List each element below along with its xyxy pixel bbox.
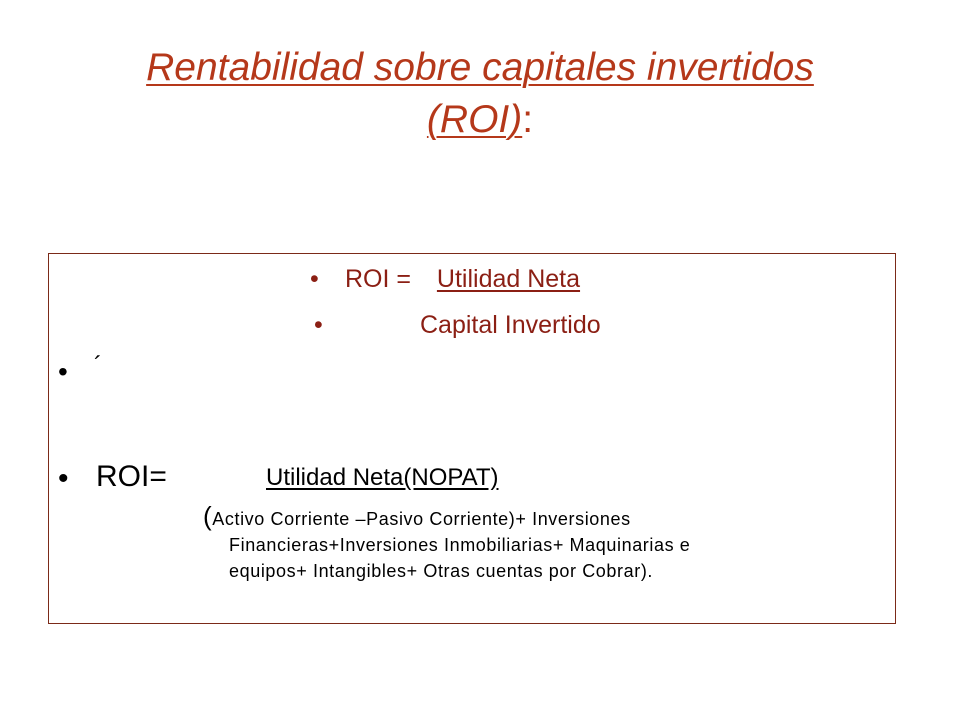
bullet-icon: • — [58, 462, 69, 495]
roi-formula-denominator-row — [420, 311, 601, 340]
slide-title-line1: Rentabilidad sobre capitales invertidos — [146, 46, 814, 89]
denominator-line1: Activo Corriente –Pasivo Corriente)+ Inversiones — [212, 509, 631, 529]
open-paren: ( — [203, 501, 213, 531]
bullet-icon: • — [58, 356, 68, 387]
accent-mark: ´ — [94, 352, 102, 379]
slide-title — [60, 42, 900, 146]
roi-nopat-label: ROI= — [96, 460, 167, 493]
slide-title-line2: (ROI) — [426, 98, 523, 141]
denominator-line3: equipos+ Intangibles+ Otras cuentas por Cobrar). — [229, 561, 654, 581]
numerator-label: Utilidad Neta — [436, 265, 581, 293]
bullet-icon: • — [314, 311, 323, 339]
roi-nopat-formula-row — [96, 460, 499, 494]
denominator-line2: Financieras+Inversiones Inmobiliarias+ Maquinarias e — [229, 535, 691, 555]
bullet-icon: • — [310, 265, 319, 293]
nopat-numerator: Utilidad Neta(NOPAT) — [266, 464, 499, 491]
roi-label: ROI = — [345, 265, 411, 293]
nopat-denominator — [203, 503, 763, 584]
roi-formula-numerator-row — [345, 265, 580, 294]
denominator-label: Capital Invertido — [420, 311, 601, 339]
slide-title-colon: : — [522, 98, 534, 141]
